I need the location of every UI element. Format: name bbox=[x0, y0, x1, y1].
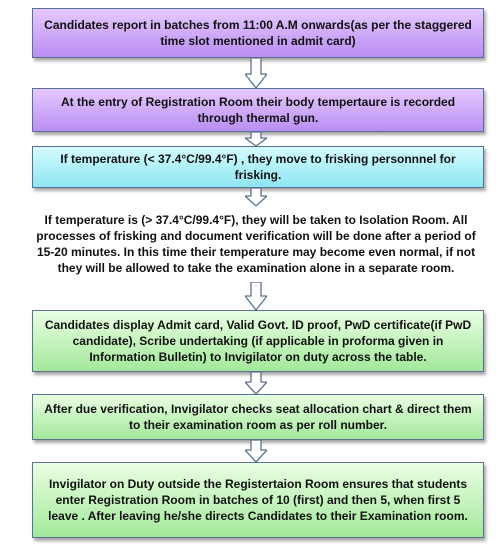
flow-step-2-text: At the entry of Registration Room their body tempertaure is recorded through thermal gun. bbox=[60, 95, 456, 125]
flow-step-1 bbox=[32, 8, 484, 58]
down-arrow-icon bbox=[245, 132, 267, 146]
down-arrow-icon bbox=[245, 282, 267, 310]
down-arrow-icon bbox=[245, 58, 267, 88]
down-arrow-icon bbox=[245, 188, 267, 206]
flow-step-5 bbox=[32, 310, 484, 372]
flow-step-4 bbox=[26, 204, 486, 284]
flow-step-5-text: Candidates display Admit card, Valid Govt. ID proof, PwD certificate(if PwD candidate), Scribe undertaking (if applicable in proforma given in Information Bulletin) to Invigilator on duty across the table. bbox=[44, 318, 472, 364]
flow-step-3 bbox=[32, 146, 484, 188]
flow-step-2 bbox=[32, 88, 484, 132]
flow-step-4-text: If temperature is (> 37.4°C/99.4°F), they will be taken to Isolation Room. All processes of frisking and document verification will be done after a period of 15-20 minutes. In this time their temperature may become even normal, if not they will be allowed to take the examination alone in a separate room. bbox=[36, 213, 476, 275]
down-arrow-icon bbox=[245, 440, 267, 462]
flow-step-3-text: If temperature (< 37.4°C/99.4°F) , they move to frisking personnnel for frisking. bbox=[60, 152, 456, 182]
down-arrow-icon bbox=[245, 372, 267, 394]
flow-step-7 bbox=[32, 462, 484, 538]
flow-step-6-text: After due verification, Invigilator checks seat allocation chart & direct them to their examination room as per roll number. bbox=[44, 402, 472, 432]
flow-step-6 bbox=[32, 394, 484, 440]
flow-step-7-text: Invigilator on Duty outside the Registertaion Room ensures that students enter Registration Room in batches of 10 (first) and then 5, when first 5 leave . After leaving he/she directs Candidates to their Examination room. bbox=[48, 477, 468, 523]
flow-step-1-text: Candidates report in batches from 11:00 A.M onwards(as per the staggered time slot mentioned in admit card) bbox=[44, 18, 472, 48]
